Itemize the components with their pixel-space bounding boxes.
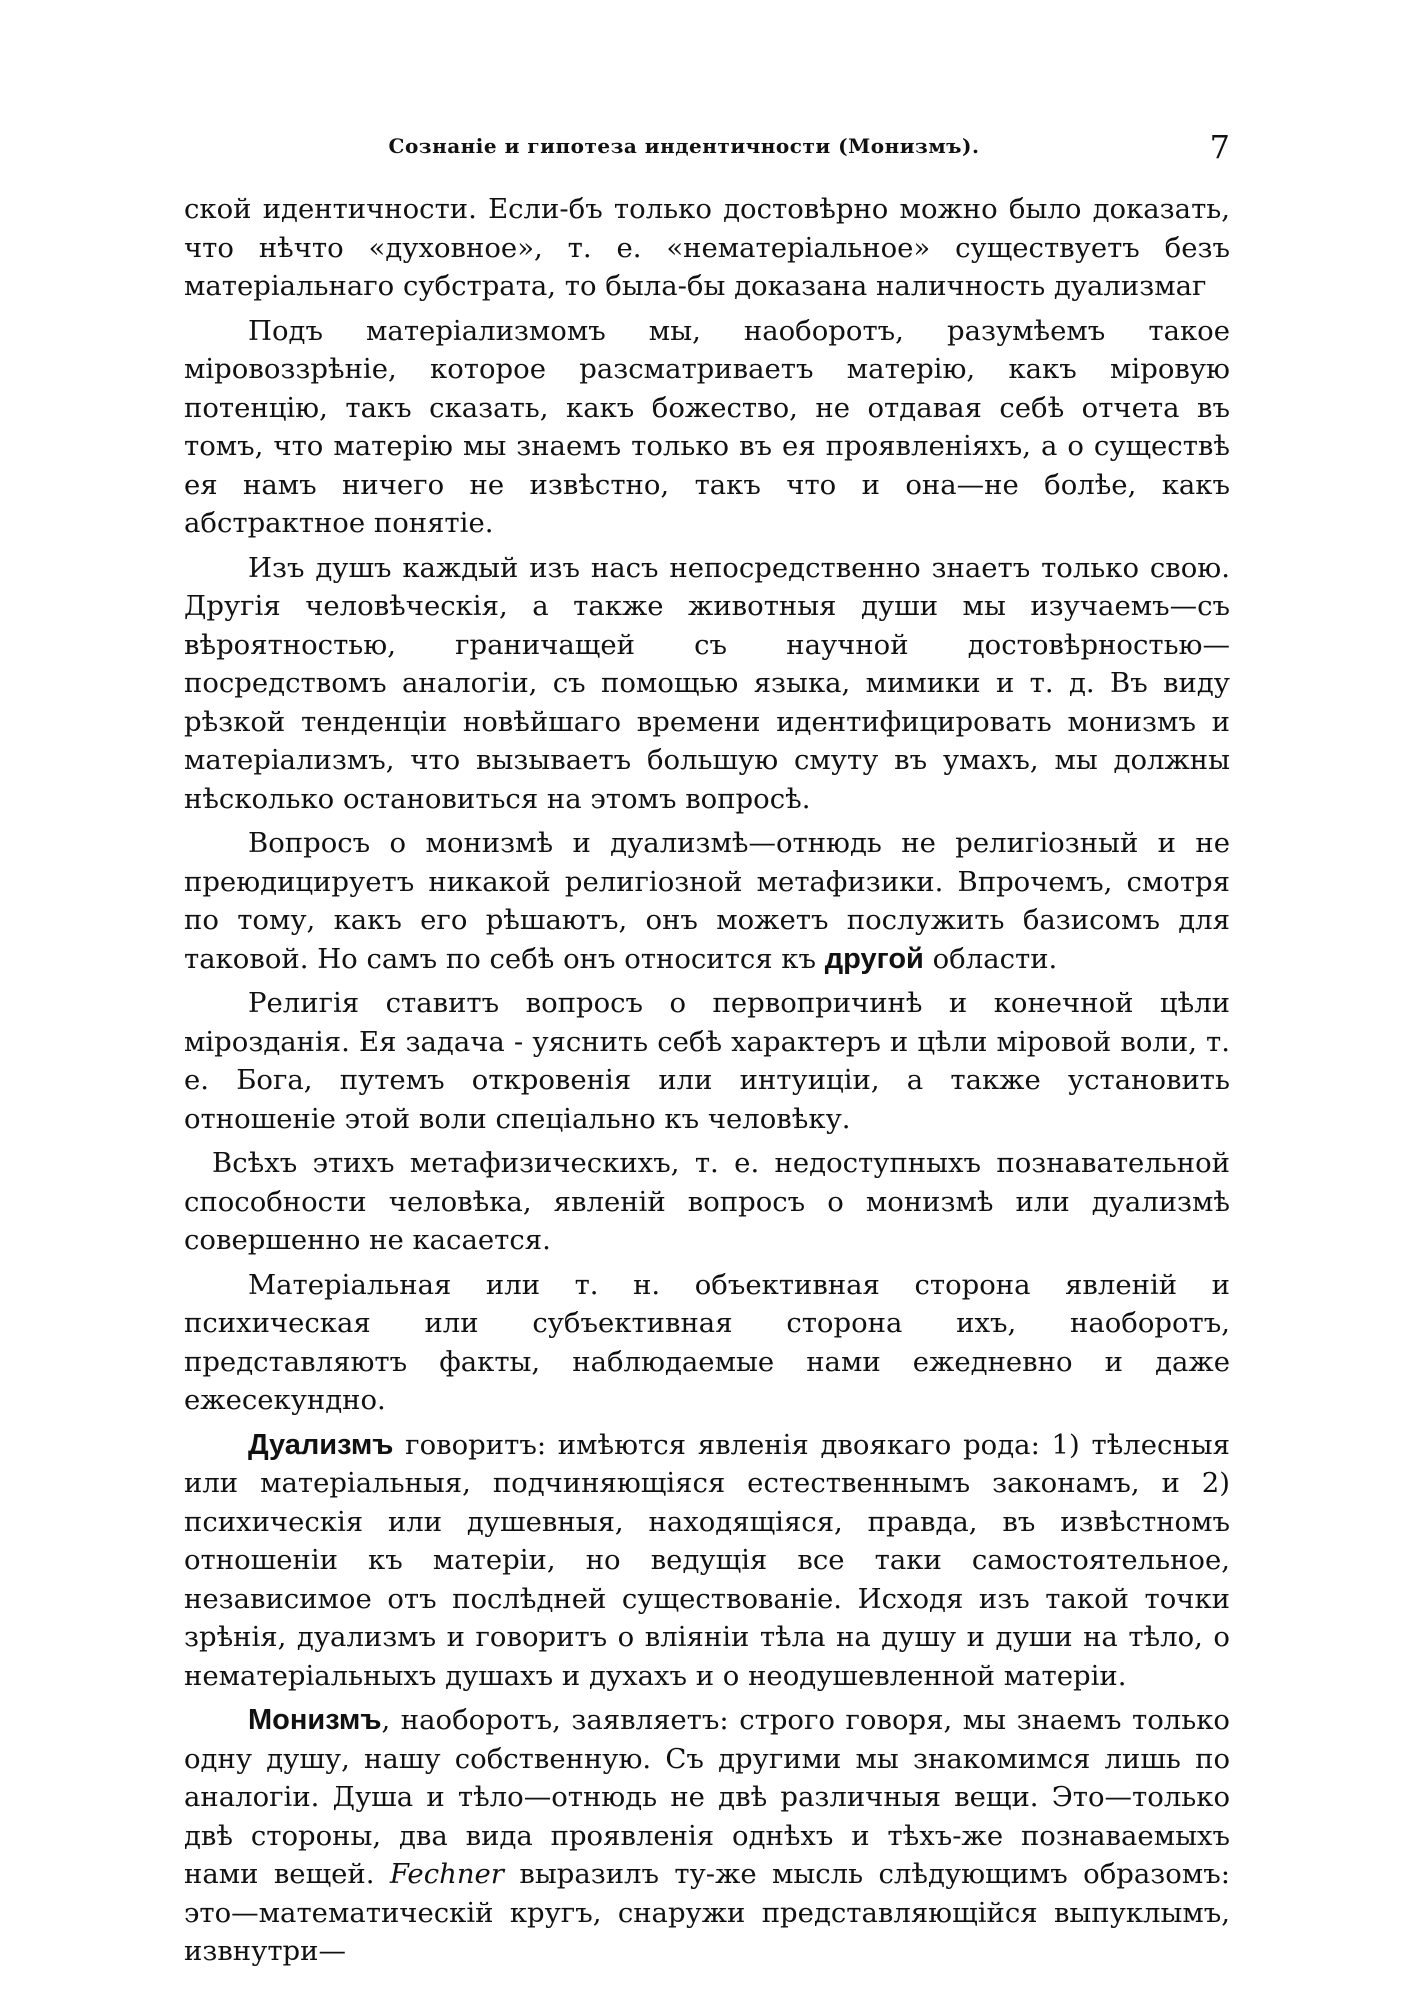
paragraph-8 (184, 1426, 1230, 1696)
paragraph-9 (184, 1701, 1230, 1971)
paragraph-2: Подъ матеріализмомъ мы, наоборотъ, разумѣемъ такое міровоззрѣніе, которое разсматриваетъ матерію, какъ міровую потенцію, такъ сказать, какъ божество, не отдавая себѣ отчета въ томъ, что матерію мы знаемъ только въ ея проявленіяхъ, а о существѣ ея намъ ничего не извѣстно, такъ что и она—не болѣе, какъ абстрактное понятіе. (184, 314, 1230, 539)
paragraph-3: Изъ душъ каждый изъ насъ непосредственно знаетъ только свою. Другія человѣческія, а также животныя души мы изучаемъ—съ вѣроятностью, граничащей съ научной достовѣрностью—посредствомъ аналогіи, съ помощью языка, мимики и т. д. Въ виду рѣзкой тенденціи новѣйшаго времени идентифицировать монизмъ и матеріализмъ, что вызываетъ большую смуту въ умахъ, мы должны нѣсколько остановиться на этомъ вопросѣ. (184, 551, 1230, 815)
name-fechner: Fechner (389, 1858, 504, 1890)
paragraph-4-text: Вопросъ о монизмѣ и дуализмѣ—отнюдь не религіозный и не преюдицируетъ никакой религіозной метафизики. Впрочемъ, смотря по тому, какъ его рѣшаютъ, онъ можетъ послужить базисомъ для таковой. Но самъ по себѣ онъ относится къ (184, 827, 1230, 975)
paragraph-1: ской идентичности. Если-бъ только достовѣрно можно было доказать, что нѣчто «духовное», т. е. «нематеріальное» существуетъ безъ матеріальнаго субстрата, то была-бы доказана наличность дуализмаг (184, 193, 1230, 302)
paragraph-8-text: говоритъ: имѣются явленія двоякаго рода: 1) тѣлесныя или матеріальныя, подчиняющіяся естественнымъ законамъ, и 2) психическія или душевныя, находящіяся, правда, въ извѣстномъ отношеніи къ матеріи, но ведущія все таки самостоятельное, независимое отъ послѣдней существованіе. Исходя изъ такой точки зрѣнія, дуализмъ и говоритъ о вліяніи тѣла на душу и души на тѣло, о нематеріальныхъ душахъ и духахъ и о неодушевленной матеріи. (184, 1428, 1231, 1692)
paragraph-4-end: области. (932, 942, 1058, 975)
paragraph-9-text-b: выразилъ ту-же мысль слѣдующимъ образомъ: это—математическій кругъ, снаружи представляющійся выпуклымъ, извнутри— (184, 1858, 1230, 1967)
running-head (184, 128, 1230, 168)
term-dualism: Дуализмъ (248, 1428, 394, 1461)
running-title: Сознаніе и гипотеза индентичности (Монизмъ). (388, 134, 980, 158)
paragraph-4 (184, 824, 1230, 978)
term-monism: Монизмъ (248, 1704, 382, 1736)
body-text (184, 190, 1230, 1977)
paragraph-5: Религія ставитъ вопросъ о первопричинѣ и конечной цѣли мірозданія. Ея задача - уяснить себѣ характеръ и цѣли міровой воли, т. е. Бога, путемъ откровенія или интуиціи, а также установить отношеніе этой воли спеціально къ человѣку. (184, 987, 1230, 1135)
emphasis-other: другой (824, 942, 924, 975)
paragraph-7: Матеріальная или т. н. объективная сторона явленій и психическая или субъективная сторона ихъ, наоборотъ, представляютъ факты, наблюдаемые нами ежедневно и даже ежесекундно. (184, 1268, 1230, 1416)
paragraph-6: Всѣхъ этихъ метафизическихъ, т. е. недоступныхъ познавательной способности человѣка, явленій вопросъ о монизмѣ или дуализмѣ совершенно не касается. (184, 1147, 1230, 1256)
page-number: 7 (1209, 128, 1230, 166)
paragraph-9-text-a: , наоборотъ, заявляетъ: строго говоря, мы знаемъ только одну душу, нашу собственную. Съ другими мы знакомимся лишь по аналогіи. Душа и тѣло—отнюдь не двѣ различныя вещи. Это—только двѣ стороны, два вида проявленія однѣхъ и тѣхъ-же познаваемыхъ нами вещей. (184, 1704, 1230, 1890)
